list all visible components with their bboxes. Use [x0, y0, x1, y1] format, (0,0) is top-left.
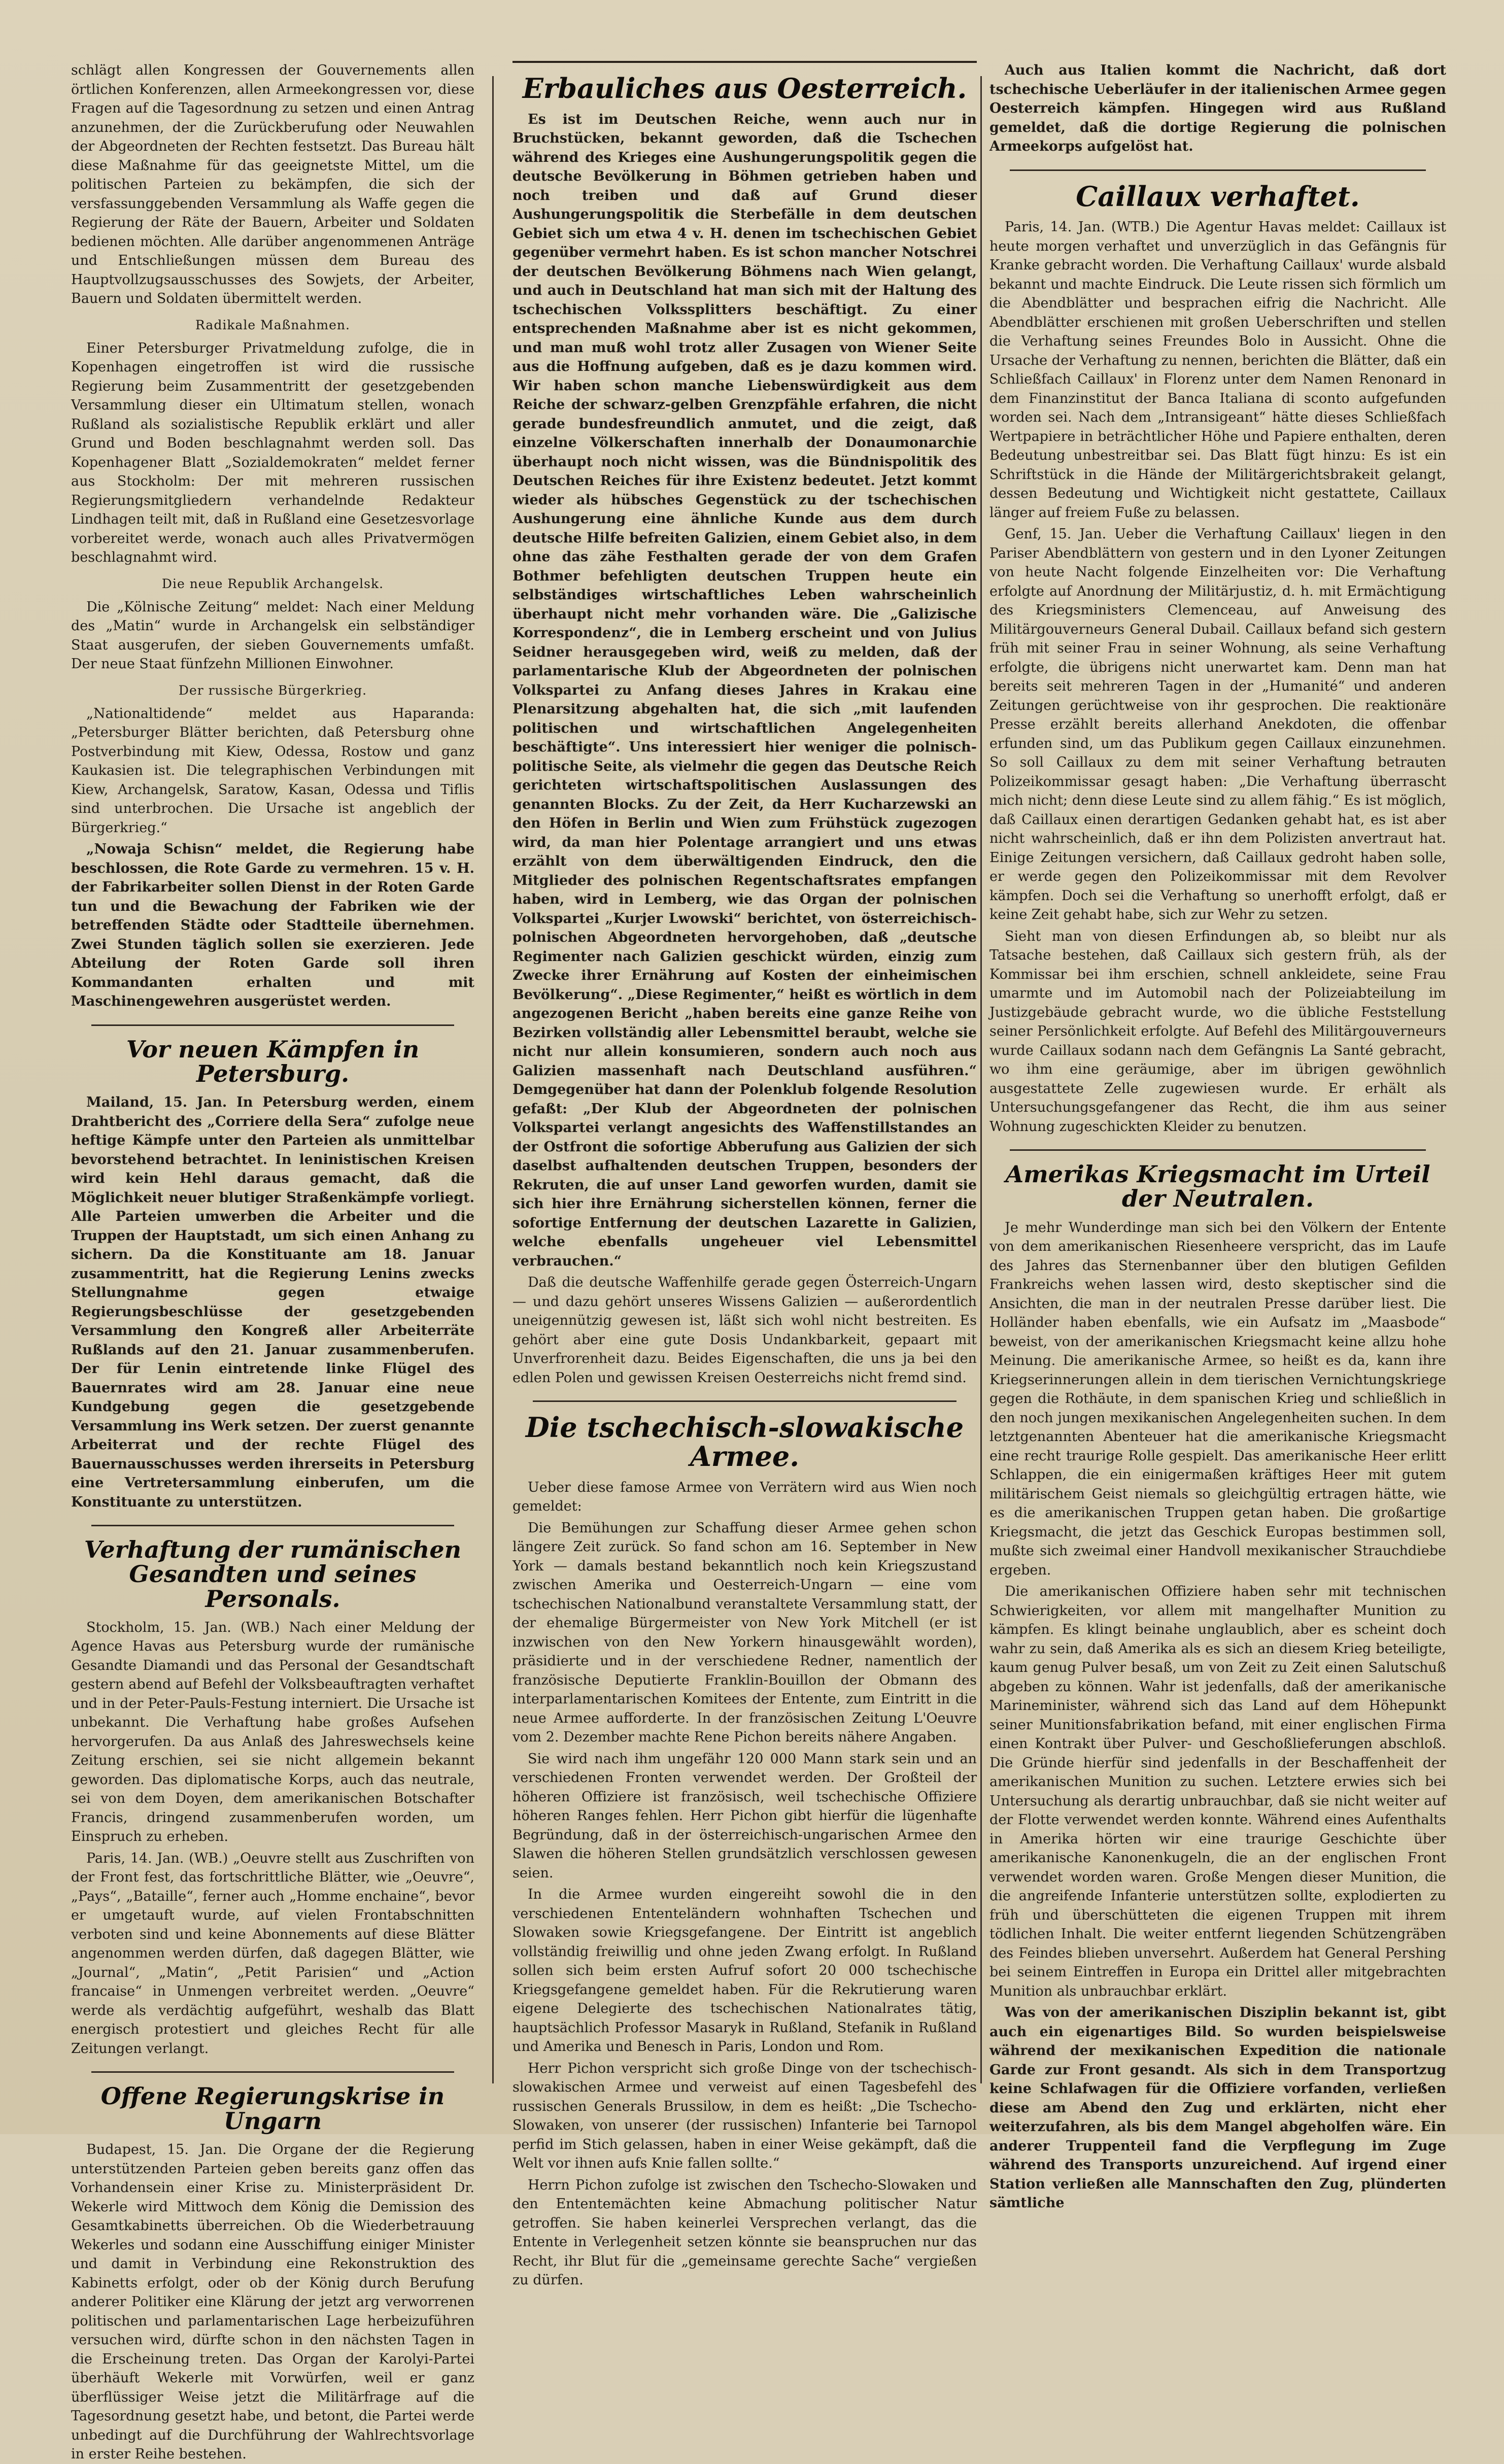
- right-column: [989, 61, 1446, 2211]
- article-paragraph: Was von der amerikanischen Disziplin bekannt ist, gibt auch ein eigenartiges Bild. So wurden beispielsweise während der mexikanischen Expedition die nationale Garde zur Front gesandt. Als sich in dem Transportzug keine Schlafwagen für die Offiziere vorfanden, verließen diese am Abend den Zug und erklärten, nicht eher weiterzufahren, als bis dem Mangel abgeholfen wäre. Ein anderer Truppenteil fand die Verpflegung im Zuge während des Transports unzureichend. Auf irgend einer Station verließen alle Mannschaften den Zug, plünderten sämtliche: [989, 2005, 1446, 2211]
- article-paragraph: Herr Pichon verspricht sich große Dinge von der tschechisch-slowakischen Armee und verweist auf einen Tagesbefehl des russischen Generals Brussilow, in dem es heißt: „Die Tschecho-Slowaken, von unserer (der russischen) Infanterie bei Tarnopol perfid im Stich gelassen, haben in einer Weise gekämpft, daß die Welt vor ihnen aufs Knie fallen sollte.“: [512, 2060, 977, 2172]
- subheading: Die neue Republik Archangelsk.: [161, 576, 384, 591]
- article-paragraph: Stockholm, 15. Jan. (WB.) Nach einer Meldung der Agence Havas aus Petersburg wurde der rumänische Gesandte Diamandi und das Personal der Gesandtschaft gestern abend auf Befehl der Volksbeauftragten verhaftet und in der Peter-Pauls-Festung interniert. Die Ursache ist unbekannt. Die Verhaftung habe großes Aufsehen hervorgerufen. Da aus Anlaß des Jahreswechsels keine Zeitung erschien, sei sie nicht allgemein bekannt geworden. Das diplomatische Korps, auch das neutrale, sei von dem Doyen, dem amerikanischen Botschafter Francis, dringend zusammenberufen worden, um Einspruch zu erheben.: [71, 1619, 474, 1845]
- divider: [1010, 169, 1426, 171]
- article-paragraph: Mailand, 15. Jan. In Petersburg werden, einem Drahtbericht des „Corriere della Sera“ zufolge neue heftige Kämpfe unter den Parteien als unmittelbar bevorstehend betrachtet. In leninistischen Kreisen wird kein Hehl daraus gemacht, daß die Möglichkeit neuer blutiger Straßenkämpfe vorliegt. Alle Parteien umwerben die Arbeiter und die Truppen der Hauptstadt, um sich einen Anhang zu sichern. Da die Konstituante am 18. Januar zusammentritt, hat die Regierung Lenins zwecks Stellungnahme gegen etwaige Regierungsbeschlüsse der gesetzgebenden Versammlung den Kongreß aller Arbeiterräte Rußlands auf den 21. Januar zusammenberufen. Der für Lenin eintretende linke Flügel des Bauernrates wird am 28. Januar eine neue Kundgebung gegen die gesetzgebende Versammlung ins Werk setzen. Der zuerst genannte Arbeiterrat und der rechte Flügel des Bauernausschusses werden ihrerseits in Petersburg eine Vertretersammlung einberufen, um die Konstituante zu unterstützen.: [71, 1094, 474, 1510]
- article-paragraph: Herrn Pichon zufolge ist zwischen den Tschecho-Slowaken und den Ententemächten keine Abmachung politischer Natur getroffen. Sie haben keinerlei Versprechen verlangt, das die Entente in Verlegenheit setzen könnte sie beanspruchen nur das Recht, ihr Blut für die „gemeinsame gerechte Sache“ vergießen zu dürfen.: [512, 2177, 977, 2288]
- subheading: Radikale Maßnahmen.: [195, 317, 350, 332]
- left-column: [71, 61, 474, 2462]
- article-paragraph: Paris, 14. Jan. (WTB.) Die Agentur Havas meldet: Caillaux ist heute morgen verhaftet und unverzüglich in das Gefängnis für Kranke gebracht worden. Die Verhaftung Caillaux' wurde alsbald bekannt und machte Eindruck. Die Leute rissen sich förmlich um die Abendblätter und besprachen eifrig die Nachricht. Alle Abendblätter erschienen mit großen Ueberschriften und stellen die Verhaftung seines Freundes Bolo in Aussicht. Ohne die Ursache der Verhaftung zu nennen, berichten die Blätter, daß ein Schließfach Caillaux' in Florenz unter dem Namen Renonard in dem Finanzinstitut der Banca Italiana di sconto aufgefunden worden sei. Nach dem „Intransigeant“ hätte dieses Schließfach Wertpapiere in beträchtlicher Höhe und Papiere enthalten, deren Bedeutung unbestreitbar sei. Das Blatt fügt hinzu: Es ist ein Schriftstück in die Hände der Militärgerichtsbrakeit gelangt, dessen Bedeutung und Wichtigkeit nicht gestattete, Caillaux länger auf freiem Fuße zu belassen.: [989, 219, 1446, 521]
- article-paragraph: Je mehr Wunderdinge man sich bei den Völkern der Entente von dem amerikanischen Riesenheere verspricht, das im Laufe des Jahres das Sternenbanner über den blutigen Gefilden Frankreichs wehen lassen wird, desto skeptischer sind die Ansichten, die man in der neutralen Presse darüber liest. Die Holländer haben ebenfalls, wie ein Aufsatz im „Maasbode“ beweist, von der amerikanischen Kriegsmacht keine allzu hohe Meinung. Die amerikanische Armee, so heißt es da, kann ihre Kriegserinnerungen allein in dem tierischen Vernichtungskriege gegen die Rothäute, in dem spanischen Krieg und schließlich in den noch jungen mexikanischen Angelegenheiten suchen. In dem letztgenannten Abenteuer hat die amerikanische Kriegsmacht eine recht traurige Rolle gespielt. Das amerikanische Heer erlitt Schlappen, die ein einigermaßen kräftiges Heer mit gutem militärischem Geist niemals so gleichgültig ertragen hätte, wie es die amerikanischen Truppen getan haben. Die großartige Kriegsmacht, die jetzt das Geschick Europas bestimmen soll, mußte sich zweimal einer Handvoll mexikanischer Strauchdiebe ergeben.: [989, 1219, 1446, 1578]
- divider: [533, 1400, 956, 1402]
- article-paragraph: Paris, 14. Jan. (WB.) „Oeuvre stellt aus Zuschriften von der Front fest, das fortschrittliche Blätter, wie „Oeuvre“, „Pays“, „Bataille“, ferner auch „Homme enchaine“, bevor er umgetauft wurde, auf vielen Frontabschnitten verboten sind und keine Abonnements auf diese Blätter angenommen werden dürfen, daß dagegen Blätter, wie „Journal“, „Matin“, „Petit Parisien“ und „Action francaise“ in Unmengen verbreitet werden. „Oeuvre“ werde als verdächtig aufgeführt, weshalb das Blatt energisch protestiert und gleiches Recht für alle Zeitungen verlangt.: [71, 1850, 474, 2057]
- article-headline: Amerikas Kriegsmacht im Urteil der Neutralen.: [1005, 1160, 1430, 1213]
- article-paragraph: Budapest, 15. Jan. Die Organe der die Regierung unterstützenden Parteien geben bereits ganz offen das Vorhandensein einer Krise zu. Ministerpräsident Dr. Wekerle wird Mittwoch dem König die Demission des Gesamtkabinetts überreichen. Ob die Wiederbetrauung Wekerles und sodann eine Ausschiffung einiger Minister und damit in Verbindung eine Rekonstruktion des Kabinetts erfolgt, oder ob der König durch Berufung anderer Politiker eine Klärung der jetzt arg verworrenen politischen und parlamentarischen Lage herbeizuführen versuchen wird, dürfte schon in den nächsten Tagen in die Erscheinung treten. Das Organ der Karolyi-Partei überhäuft Wekerle mit Vorwürfen, weil er ganz überflüssiger Weise jetzt die Militärfrage auf die Tagesordnung gesetzt habe, und betont, die Partei werde unbedingt auf die Durchführung der Wahlrechtsvorlage in erster Reihe bestehen.: [71, 2142, 474, 2462]
- article-paragraph: In die Armee wurden eingereiht sowohl die in den verschiedenen Ententeländern wohnhaften Tschechen und Slowaken sowie Kriegsgefangene. Der Eintritt ist angeblich vollständig freiwillig und ohne jeden Zwang erfolgt. In Rußland sollen sich beim ersten Aufruf sofort 20 000 tschechische Kriegsgefangene gemeldet haben. Für die Rekrutierung waren eigene Delegierte des tschechischen Nationalrates tätig, hauptsächlich Professor Masaryk in Rußland, Stefanik in Rußland und Amerika und Benesch in Paris, London und Rom.: [512, 1887, 977, 2055]
- article-paragraph: Die „Kölnische Zeitung“ meldet: Nach einer Meldung des „Matin“ wurde in Archangelsk ein selbständiger Staat ausgerufen, der sieben Gouvernements umfaßt. Der neue Staat fünfzehn Millionen Einwohner.: [71, 599, 474, 672]
- article-paragraph: Auch aus Italien kommt die Nachricht, daß dort tschechische Ueberläufer in der italienischen Armee gegen Oesterreich kämpfen. Hingegen wird aus Rußland gemeldet, daß die dortige Regierung die polnischen Armeekorps aufgelöst hat.: [989, 62, 1446, 154]
- article-paragraph: Es ist im Deutschen Reiche, wenn auch nur in Bruchstücken, bekannt geworden, daß die Tschechen während des Krieges eine Aushungerungspolitik gegen die deutsche Bevölkerung in Böhmen getrieben haben und noch treiben und daß auf Grund dieser Aushungerungspolitik die Sterbefälle in dem deutschen Gebiet sich um etwa 4 v. H. denen im tschechischen Gebiet gegenüber vermehrt haben. Es ist schon mancher Notschrei der deutschen Bevölkerung Böhmens nach Wien gelangt, und auch in Deutschland hat man sich mit der Haltung des tschechischen Volkssplitters beschäftigt. Zu einer entsprechenden Maßnahme aber ist es nicht gekommen, und man muß wohl trotz aller Zusagen von Wiener Seite aus die Hoffnung aufgeben, daß es je dazu kommen wird. Wir haben schon manche Liebenswürdigkeit aus dem Reiche der schwarz-gelben Grenzpfähle erfahren, die nicht gerade bundesfreundlich anmutet, und die zeigt, daß einzelne Völkerschaften innerhalb der Donaumonarchie überhaupt noch nicht wissen, was die Bündnispolitik des Deutschen Reiches für ihre Existenz bedeutet. Jetzt kommt wieder als hübsches Gegenstück zu der tschechischen Aushungerung eine ähnliche Kunde aus dem durch deutsche Hilfe befreiten Galizien, einem Gebiet also, in dem ohne das zähe Festhalten gerade der von dem Grafen Bothmer befehligten deutschen Truppen heute ein selbständiges wirtschaftliches Leben wahrscheinlich überhaupt nicht mehr vorhanden wäre. Die „Galizische Korrespondenz“, die in Lemberg erscheint und von Julius Seidner herausgegeben wird, weiß zu melden, daß der parlamentarische Klub der Abgeordneten der polnischen Volkspartei zu Anfang dieses Jahres in Krakau eine Plenarsitzung abgehalten hat, die sich „mit laufenden politischen und wirtschaftlichen Angelegenheiten beschäftigte“. Uns interessiert hier weniger die polnisch-politische Seite, als vielmehr die gegen das Deutsche Reich gerichteten wirtschaftspolitischen Auslassungen des genannten Blocks. Zu der Zeit, da Herr Kucharzewski an den Höfen in Berlin und Wien zum Frühstück zugezogen wird, da man hier Polentage arrangiert und uns etwas erzählt von dem überwältigenden Eindruck, den die Mitglieder des polnischen Regentschaftsrates empfangen haben, wird in Lemberg, wie das Organ der polnischen Volkspartei „Kurjer Lwowski“ berichtet, von österreichisch-polnischen Abgeordneten hervorgehoben, daß „deutsche Regimenter nach Galizien geschickt würden, einzig zum Zwecke ihrer Ernährung auf Kosten der einheimischen Bevölkerung“. „Diese Regimenter,“ heißt es wörtlich in dem angezogenen Bericht „haben bereits eine ganze Reihe von Bezirken vollständig aller Lebensmittel beraubt, welche sie nicht nur allein konsumieren, sondern auch noch aus Galizien massenhaft nach Deutschland ausführen.“ Demgegenüber hat dann der Polenklub folgende Resolution gefaßt: „Der Klub der Abgeordneten der polnischen Volkspartei verlangt angesichts des Waffenstillstandes an der Ostfront die sofortige Abberufung aus Galizien der sich daselbst aufhaltenden deutschen Truppen, besonders der Rekruten, die auf unser Land geworfen wurden, damit sie sich hier ihre Ernährung sicherstellen können, ferner die sofortige Entfernung der deutschen Lazarette in Galizien, welche ebenfalls ungeheuer viel Lebensmittel verbrauchen.“: [512, 111, 977, 1269]
- article-headline: Vor neuen Kämpfen in Petersburg.: [126, 1035, 420, 1087]
- divider: [91, 2071, 454, 2073]
- article-paragraph: „Nowaja Schisn“ meldet, die Regierung habe beschlossen, die Rote Garde zu vermehren. 15 v. H. der Fabrikarbeiter sollen Dienst in der Roten Garde tun und die Bewachung der Fabriken wie der betreffenden Städte oder Stadtteile übernehmen. Zwei Stunden täglich sollen sie exerzieren. Jede Abteilung der Roten Garde soll ihren Kommandanten erhalten und mit Maschinengewehren ausgerüstet werden.: [71, 841, 474, 1009]
- article-paragraph: Genf, 15. Jan. Ueber die Verhaftung Caillaux' liegen in den Pariser Abendblättern von gestern und in den Lyoner Zeitungen von heute Nacht folgende Einzelheiten vor: Die Verhaftung erfolgte auf Anordnung der Militärjustiz, d. h. mit Ermächtigung des Kriegsministers Clemenceau, auf Anweisung des Militärgouverneurs General Dubail. Caillaux befand sich gestern früh mit seiner Frau in seiner Wohnung, als seine Verhaftung erfolgte, die übrigens nicht unerwartet kam. Denn man hat bereits seit mehreren Tagen in der „Humanité“ und anderen Zeitungen gerüchtweise von ihr gesprochen. Die reaktionäre Presse erzählt bereits allerhand Anekdoten, die offenbar erfunden sind, um das Publikum gegen Caillaux einzunehmen. So soll Caillaux zu dem mit seiner Verhaftung betrauten Polizeikommissar gesagt haben: „Die Verhaftung überrascht mich nicht; denn diese Leute sind zu allem fähig.“ Es ist möglich, daß Caillaux einen derartigen Gedanken gehabt hat, es ist aber nicht wahrscheinlich, daß er ihn dem Polizisten anvertraut hat. Einige Zeitungen versichern, daß Caillaux gedroht haben solle, er werde gegen den Polizeikommissar mit dem Revolver kämpfen. Doch sei die Verhaftung so unerhofft erfolgt, daß er keine Zeit gehabt habe, sich zur Wehr zu setzen.: [989, 526, 1446, 923]
- article-paragraph: Die amerikanischen Offiziere haben sehr mit technischen Schwierigkeiten, vor allem mit mangelhafter Munition zu kämpfen. Es klingt beinahe unglaublich, aber es scheint doch wahr zu sein, daß Amerika als es sich an diesem Krieg beteiligte, kaum genug Pulver besaß, um von Zeit zu Zeit einen Salutschuß abgeben zu können. Wahr ist jedenfalls, daß der amerikanische Marineminister, während sich das Land auf dem Höhepunkt seiner Munitionsfabrikation befand, mit einer englischen Firma einen Kontrakt über Pulver- und Geschoßlieferungen abschloß. Die Gründe hierfür sind jedenfalls in der Beschaffenheit der amerikanischen Munition zu suchen. Letztere erwies sich bei Untersuchung als derartig unbrauchbar, daß sie nicht weiter auf der Flotte verwendet werden konnte. Während eines Aufenthalts in Amerika hörten wir eine traurige Geschichte über amerikanische Kanonenkugeln, die an der englischen Front verwendet worden waren. Große Mengen dieser Munition, die die angreifende Infanterie unterstützen sollte, explodierten zu früh und überschütteten die eigenen Truppen mit ihrem tödlichen Inhalt. Die weiter entfernt liegenden Schützengräben des Feindes blieben unversehrt. Außerdem hat General Pershing bei seinem Eintreffen in Europa ein Drittel aller mitgebrachten Munition als unbrauchbar erklärt.: [989, 1584, 1446, 1999]
- article-paragraph: Die Bemühungen zur Schaffung dieser Armee gehen schon längere Zeit zurück. So fand schon am 16. September in New York — damals bestand bekanntlich noch kein Kriegszustand zwischen Amerika und Oesterreich-Ungarn — eine vom tschechischen Nationalbund veranstaltete Versammlung statt, der der ehemalige Bürgermeister von New York Mitchell (er ist inzwischen von den New Yorkern hinausgewählt worden), präsidierte und in der verschiedene Redner, namentlich der französische Deputierte Franklin-Bouillon der Obmann des interparlamentarischen Komitees der Entente, zum Eintritt in die neue Armee aufforderte. In der französischen Zeitung L'Oeuvre vom 2. Dezember machte Rene Pichon bereits nähere Angaben.: [512, 1520, 977, 1746]
- article-paragraph: Daß die deutsche Waffenhilfe gerade gegen Österreich-Ungarn — und dazu gehört unseres Wissens Galizien — außerordentlich uneigennützig gewesen ist, läßt sich wohl nicht bestreiten. Es gehört aber eine gute Dosis Undankbarkeit, gepaart mit Unverfrorenheit dazu. Beides Eigenschaften, die uns ja bei den edlen Polen und gewissen Kreisen Oesterreichs nicht fremd sind.: [512, 1275, 977, 1386]
- subheading: Der russische Bürgerkrieg.: [178, 682, 367, 698]
- article-headline: Die tschechisch-slowakische Armee.: [525, 1411, 964, 1473]
- middle-column: [512, 61, 977, 2288]
- article-headline: Verhaftung der rumänischen Gesandten und seines Personals.: [84, 1536, 462, 1613]
- divider: [1010, 1149, 1426, 1151]
- divider: [91, 1024, 454, 1026]
- column-rule: [492, 76, 494, 2083]
- article-paragraph: Ueber diese famose Armee von Verrätern wird aus Wien noch gemeldet:: [512, 1479, 977, 1515]
- article-paragraph: Sieht man von diesen Erfindungen ab, so bleibt nur als Tatsache bestehen, daß Caillaux sich gestern früh, als der Kommissar bei ihm erschien, schnell ankleidete, seine Frau umarmte und im Automobil nach der Polizeiabteilung im Justizgebäude gebracht wurde, wo die übliche Feststellung seiner Persönlichkeit erfolgte. Auf Befehl des Militärgouverneurs wurde Caillaux sodann nach dem Gefängnis La Santé gebracht, wo ihm eine geräumige, aber im übrigen gewöhnlich ausgestattete Zelle zugewiesen wurde. Er erhält als Untersuchungsgefangener das Recht, die ihm aus seiner Wohnung zugeschickten Kleider zu benutzen.: [989, 928, 1446, 1135]
- headline-box: [512, 61, 977, 103]
- article-paragraph: Einer Petersburger Privatmeldung zufolge, die in Kopenhagen eingetroffen ist wird die russische Regierung beim Zusammentritt der gesetzgebenden Versammlung dieser ein Ultimatum stellen, wonach Rußland als sozialistische Republik erklärt und aller Grund und Boden beschlagnahmt werden soll. Das Kopenhagener Blatt „Sozialdemokraten“ meldet ferner aus Stockholm: Der mit mehreren russischen Regierungsmitgliedern verhandelnde Redakteur Lindhagen teilt mit, daß in Rußland eine Gesetzesvorlage vorbereitet werde, wonach auch alles Privatvermögen beschlagnahmt wird.: [71, 340, 474, 565]
- article-headline: Offene Regierungskrise in Ungarn: [100, 2082, 445, 2135]
- article-headline: Caillaux verhaftet.: [1076, 180, 1360, 213]
- column-rule: [980, 76, 982, 2083]
- divider: [91, 1525, 454, 1526]
- article-paragraph: Sie wird nach ihm ungefähr 120 000 Mann stark sein und an verschiedenen Fronten verwendet werden. Der Großteil der höheren Offiziere ist französisch, weil tschechische Offiziere höheren Ranges fehlen. Herr Pichon gibt hierfür die lügenhafte Begründung, daß in der österreichisch-ungarischen Armee den Slawen die höheren Stellen grundsätzlich verschlossen gewesen seien.: [512, 1751, 977, 1881]
- article-headline: Erbauliches aus Oesterreich.: [522, 72, 967, 105]
- article-paragraph: „Nationaltidende“ meldet aus Haparanda: „Petersburger Blätter berichten, daß Petersburg ohne Postverbindung mit Kiew, Odessa, Rostow und ganz Kaukasien ist. Die telegraphischen Verbindungen mit Kiew, Archangelsk, Saratow, Kasan, Odessa und Tiflis sind unterbrochen. Die Ursache ist angeblich der Bürgerkrieg.“: [71, 705, 474, 836]
- article-paragraph: schlägt allen Kongressen der Gouvernements allen örtlichen Konferenzen, allen Armeekongressen vor, diese Fragen auf die Tagesordnung zu setzen und einen Antrag anzunehmen, der die Zurückberufung oder Neuwahlen der Abgeordneten der Rechten festsetzt. Das Bureau hält diese Maßnahme für das geeignetste Mittel, um die politischen Parteien zu bekämpfen, die sich der versfassunggebenden Versammlung als Waffe gegen die Regierung der Räte der Bauern, Arbeiter und Soldaten bedienen möchten. Alle darüber angenommenen Anträge und Entschließungen müssen dem Bureau des Hauptvollzugsausschusses des Sowjets, der Arbeiter, Bauern und Soldaten übermittelt werden.: [71, 62, 474, 306]
